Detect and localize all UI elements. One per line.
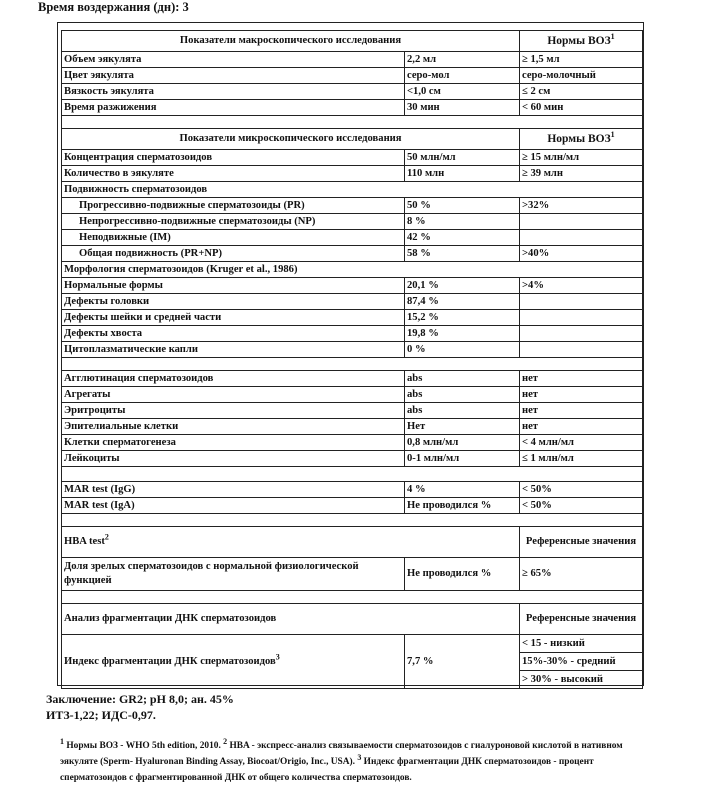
table-row: MAR test (IgG) 4 % < 50% <box>62 482 643 498</box>
table-row: MAR test (IgA) Не проводился % < 50% <box>62 498 643 514</box>
dna-index-label: Индекс фрагментации ДНК сперматозоидов$^3$ <box>62 635 405 689</box>
table-row: Нормальные формы 20,1 % >4% <box>62 278 643 294</box>
dna-title: Анализ фрагментации ДНК сперматозоидов <box>62 604 520 635</box>
table-row: Агглютинация сперматозоидов abs нет <box>62 371 643 387</box>
conclusion-line-2: ИТЗ-1,22; ИДС-0,97. <box>46 708 156 722</box>
macro-header: Показатели макроскопического исследования <box>62 31 520 52</box>
table-row: Цитоплазматические капли 0 % <box>62 342 643 358</box>
results-table <box>61 30 643 689</box>
dna-header-row <box>62 604 643 635</box>
spacer-row <box>62 358 643 371</box>
table-row: Дефекты хвоста 19,8 % <box>62 326 643 342</box>
dna-ref-row: > 30% - высокий <box>62 671 643 689</box>
macro-norm-header: Нормы ВОЗ$^1$ <box>520 31 643 52</box>
dna-row: Индекс фрагментации ДНК сперматозоидов$^3$ 7,7 % < 15 - низкий <box>62 635 643 653</box>
spacer-row <box>62 514 643 527</box>
table-row: Агрегаты abs нет <box>62 387 643 403</box>
hba-header-row <box>62 527 643 558</box>
abstinence-days: Время воздержания (дн): 3 <box>38 0 189 14</box>
table-row: Концентрация сперматозоидов 50 млн/мл ≥ 15 млн/мл <box>62 150 643 166</box>
micro-header-row <box>62 129 643 150</box>
table-row: Общая подвижность (PR+NP) 58 % >40% <box>62 246 643 262</box>
spacer-row <box>62 591 643 604</box>
table-row: Время разжижения 30 мин < 60 мин <box>62 100 643 116</box>
dna-ref-row: 15%-30% - средний <box>62 653 643 671</box>
morph-title-row: Морфология сперматозоидов (Kruger et al., 1986) <box>62 262 643 278</box>
micro-norm-header: Нормы ВОЗ$^1$ <box>520 129 643 150</box>
table-row: Прогрессивно-подвижные сперматозоиды (PR) 50 % >32% <box>62 198 643 214</box>
footnotes: $^1$ Нормы ВОЗ - WHO 5th edition, 2010. $^2$ HBA - экспресс-анализ связываемости сперматозоидов с гиалуроновой кислотой в нативном эякуляте (Sperm- Hyaluronan Binding Assay, Biocoat/Origio, Inc., USA). $^3$ Индекс фрагментации ДНК сперматозоидов - процент сперматозоидов с фрагментированной ДНК от общего количества сперматозоидов. <box>60 736 623 783</box>
table-row: Неподвижные (IM) 42 % <box>62 230 643 246</box>
hba-row: Доля зрелых сперматозоидов с нормальной физиологической функцией Не проводился % ≥ 65% <box>62 558 643 591</box>
table-row: Непрогрессивно-подвижные сперматозоиды (NP) 8 % <box>62 214 643 230</box>
conclusion <box>46 691 234 723</box>
table-row: Эритроциты abs нет <box>62 403 643 419</box>
macro-header-row <box>62 31 643 52</box>
table-row: Эпителиальные клетки Нет нет <box>62 419 643 435</box>
table-row: Дефекты головки 87,4 % <box>62 294 643 310</box>
table-row: Лейкоциты 0-1 млн/мл ≤ 1 млн/мл <box>62 451 643 467</box>
hba-title: HBA test$^2$ <box>62 527 520 558</box>
table-row: Количество в эякуляте 110 млн ≥ 39 млн <box>62 166 643 182</box>
micro-header: Показатели микроскопического исследования <box>62 129 520 150</box>
table-row: Клетки сперматогенеза 0,8 млн/мл < 4 млн/мл <box>62 435 643 451</box>
table-row: Цвет эякулята серо-мол серо-молочный <box>62 68 643 84</box>
hba-ref-header: Референсные значения <box>520 527 643 558</box>
conclusion-line-1: Заключение: GR2; pH 8,0; ан. 45% <box>46 692 234 706</box>
dna-ref-header: Референсные значения <box>520 604 643 635</box>
table-row: Вязкость эякулята <1,0 см ≤ 2 см <box>62 84 643 100</box>
table-row: Объем эякулята 2,2 мл ≥ 1,5 мл <box>62 52 643 68</box>
motility-title-row: Подвижность сперматозоидов <box>62 182 643 198</box>
spacer-row <box>62 116 643 129</box>
dna-index-value: 7,7 % <box>405 635 520 689</box>
table-row: Дефекты шейки и средней части 15,2 % <box>62 310 643 326</box>
spacer-row <box>62 467 643 482</box>
